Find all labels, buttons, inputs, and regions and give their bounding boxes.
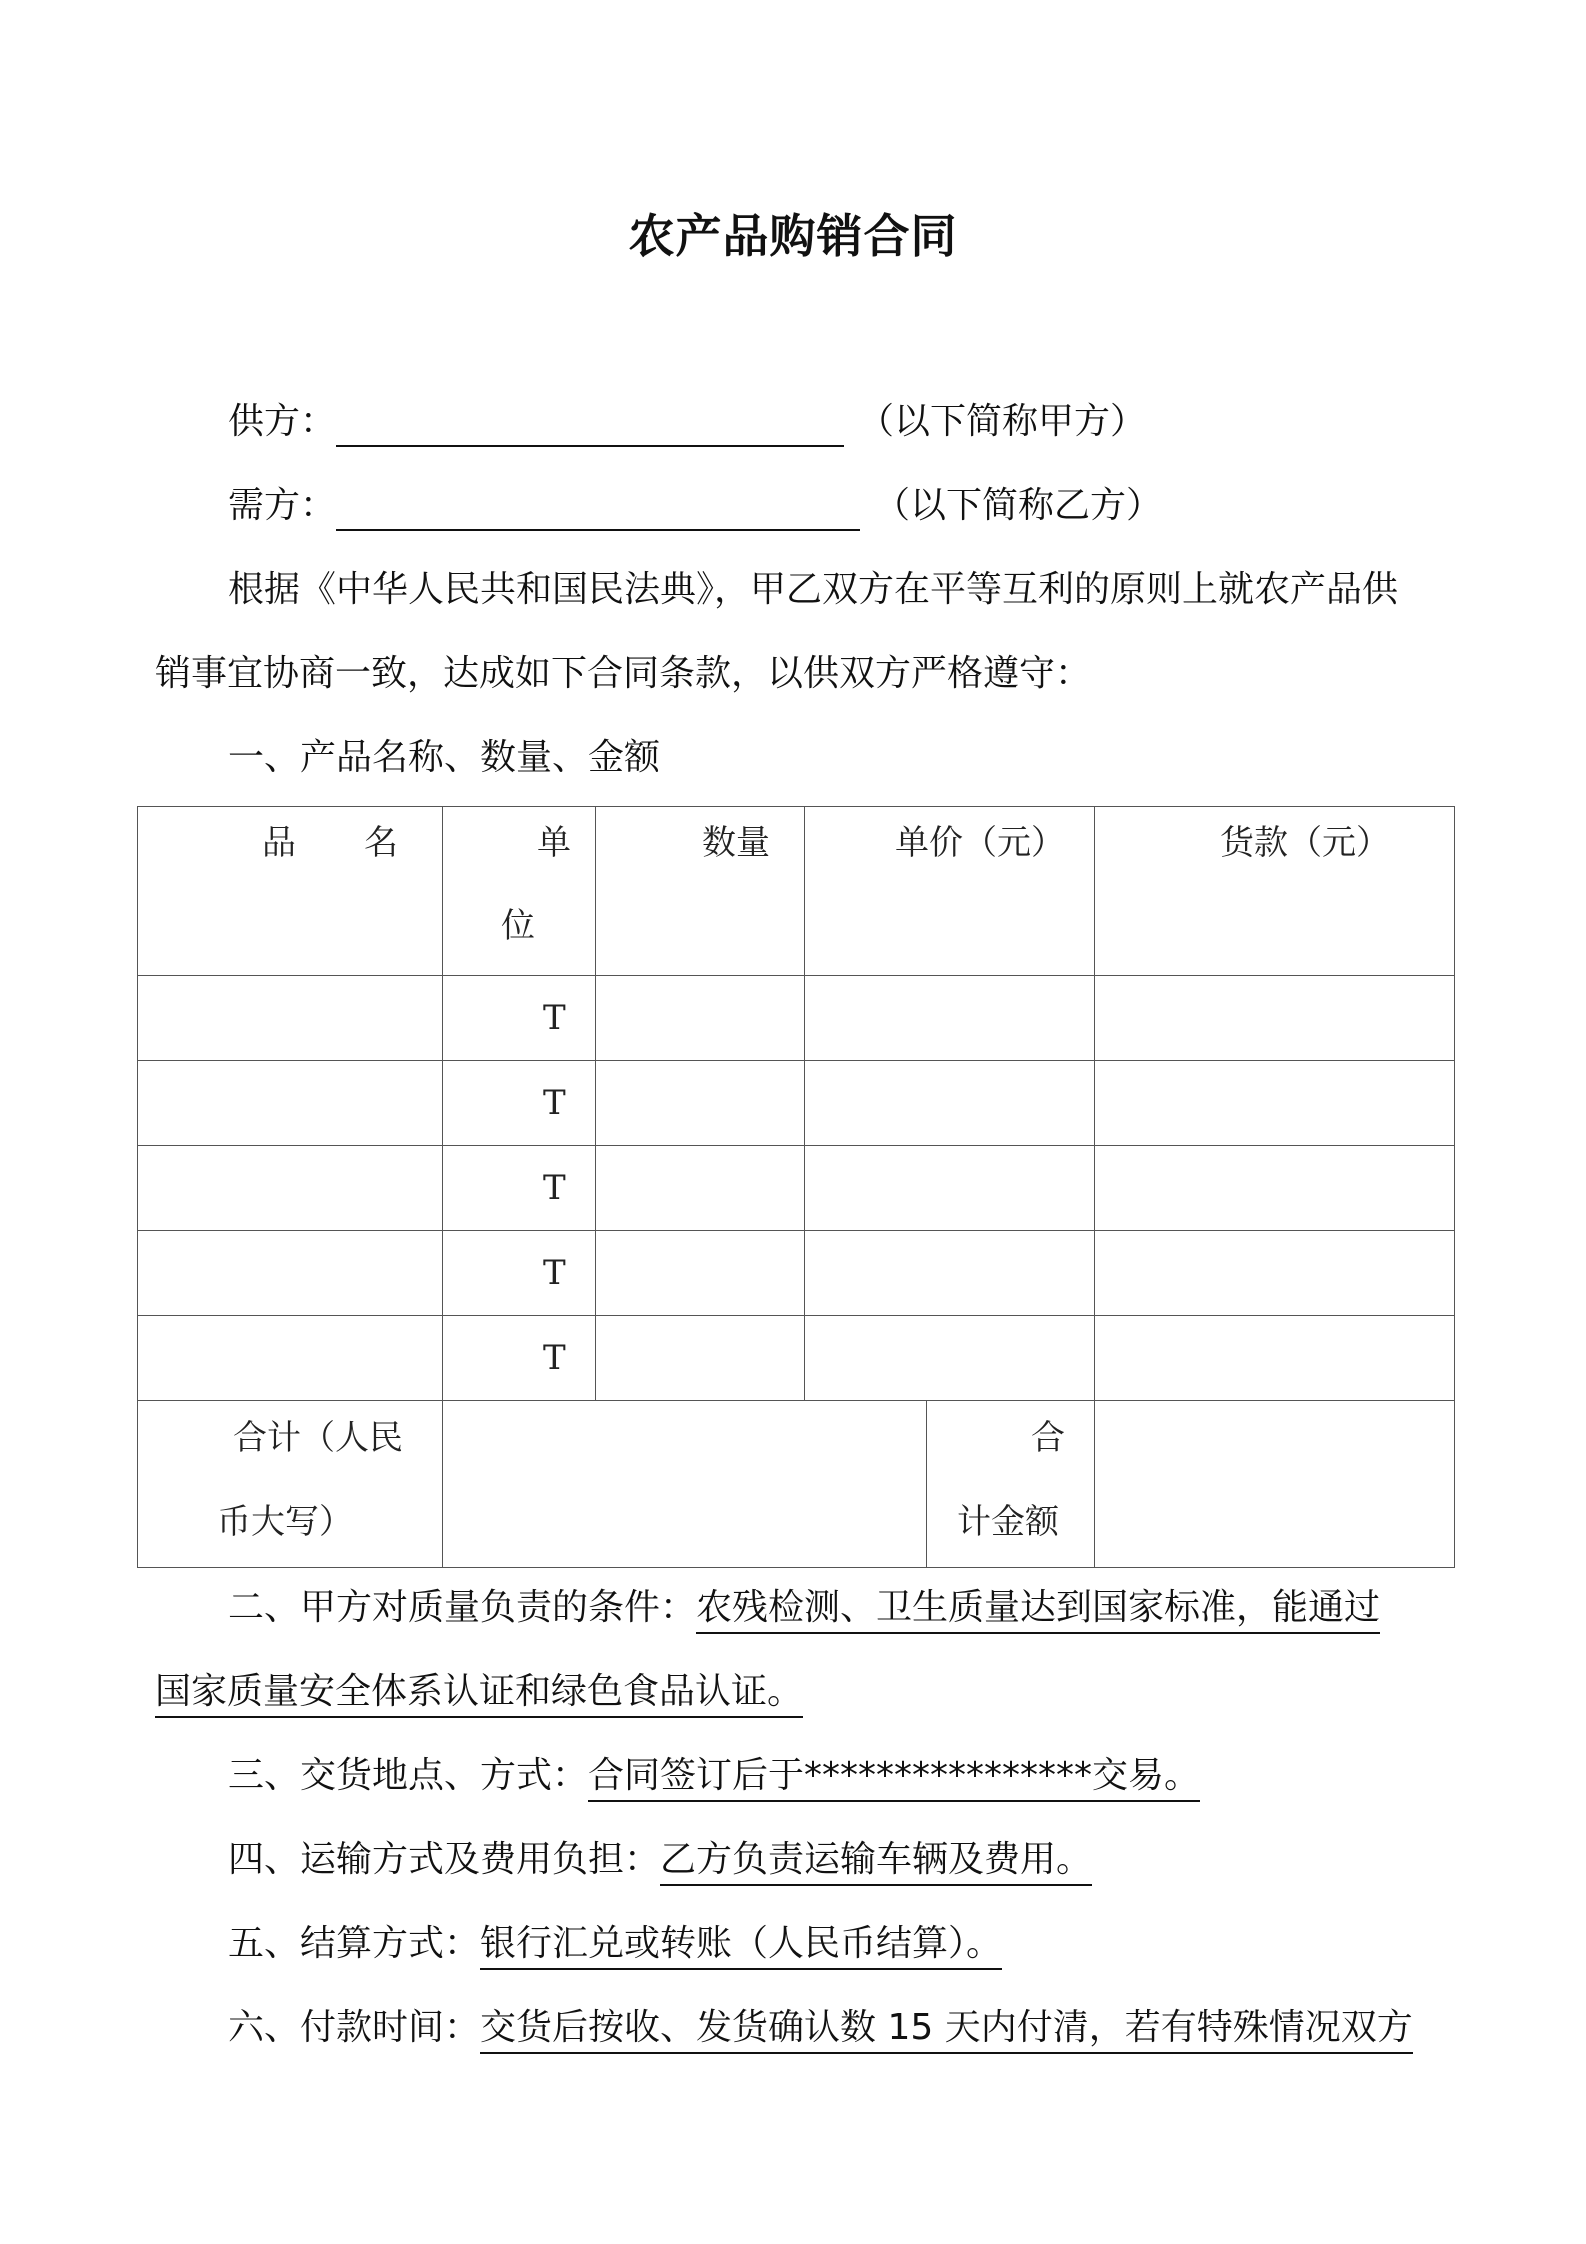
section2-text-1: 农残检测、卫生质量达到国家标准，能通过	[696, 1587, 1380, 1634]
section3-label: 三、交货地点、方式：	[228, 1755, 589, 1796]
section5-line	[228, 1919, 1002, 1969]
total-label-line-2: 币大写）	[217, 1502, 353, 1542]
section4-text: 乙方负责运输车辆及费用。	[660, 1839, 1092, 1886]
section6-line	[228, 2003, 1413, 2053]
document-title: 农产品购销合同	[628, 209, 958, 263]
header-qty: 数量	[702, 823, 770, 863]
section4-label: 四、运输方式及费用负担：	[228, 1839, 661, 1880]
intro-line-2: 销事宜协商一致，达成如下合同条款，以供双方严格遵守：	[155, 653, 1092, 694]
intro-line-1: 根据《中华人民共和国民法典》，甲乙双方在平等互利的原则上就农产品供	[228, 569, 1399, 610]
supplier-field[interactable]	[336, 397, 844, 447]
header-amount: 货款（元）	[1220, 823, 1390, 863]
row-5-unit: T	[543, 1338, 566, 1378]
row-3-unit: T	[543, 1168, 566, 1208]
row-2-unit: T	[543, 1083, 566, 1123]
product-table	[137, 806, 1455, 1568]
section4-line	[228, 1835, 1092, 1885]
row-1-unit: T	[543, 998, 566, 1038]
section2-line-1	[228, 1583, 1380, 1633]
row-4-unit: T	[543, 1253, 566, 1293]
section5-label: 五、结算方式：	[228, 1923, 481, 1964]
header-name: 品 名	[262, 823, 398, 863]
supplier-line	[228, 397, 1146, 447]
section2-text-2: 国家质量安全体系认证和绿色食品认证。	[155, 1671, 803, 1718]
section3-text: 合同签订后于****************交易。	[588, 1755, 1200, 1802]
buyer-suffix: （以下简称乙方）	[874, 485, 1163, 526]
total-amount-label-line-1: 合	[1031, 1418, 1065, 1458]
section2-line-2	[155, 1667, 803, 1717]
section3-line	[228, 1751, 1200, 1801]
header-unit-top: 单	[537, 823, 571, 863]
section6-label: 六、付款时间：	[228, 2007, 481, 2048]
header-unit-bottom: 位	[501, 906, 535, 946]
total-label-line-1: 合计（人民	[233, 1418, 403, 1458]
buyer-line	[228, 481, 1162, 531]
header-price: 单价（元）	[895, 823, 1065, 863]
total-amount-label-line-2: 计金额	[957, 1502, 1059, 1542]
supplier-suffix: （以下简称甲方）	[858, 401, 1147, 442]
section6-text: 交货后按收、发货确认数 15 天内付清，若有特殊情况双方	[480, 2007, 1413, 2054]
section5-text: 银行汇兑或转账（人民币结算）。	[480, 1923, 1002, 1970]
buyer-label: 需方：	[228, 485, 337, 526]
section2-label: 二、甲方对质量负责的条件：	[228, 1587, 697, 1628]
buyer-field[interactable]	[336, 481, 860, 531]
supplier-label: 供方：	[228, 401, 337, 442]
section1-heading: 一、产品名称、数量、金额	[228, 737, 661, 778]
